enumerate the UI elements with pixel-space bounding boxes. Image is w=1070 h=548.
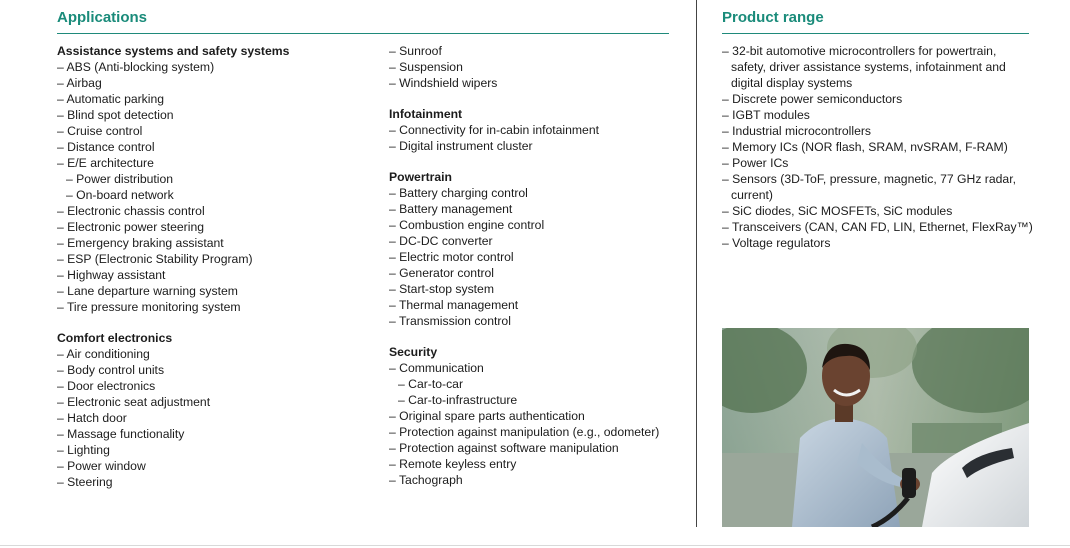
product-range-rule <box>722 33 1029 34</box>
list-item: – ABS (Anti-blocking system) <box>57 60 215 74</box>
product-range-list <box>722 43 1033 251</box>
list-item: – Airbag <box>57 76 102 90</box>
list-item: – Tire pressure monitoring system <box>57 300 241 314</box>
product-item: – Industrial microcontrollers <box>722 124 872 138</box>
sub-list-item: – Car-to-car <box>398 377 464 391</box>
list-item: – Start-stop system <box>389 282 494 296</box>
list-item: – Digital instrument cluster <box>389 139 533 153</box>
list-item: – Windshield wipers <box>389 76 498 90</box>
group-spacer <box>389 154 689 169</box>
item-list <box>389 122 689 154</box>
list-item: – Distance control <box>57 140 155 154</box>
list-item: – Steering <box>57 475 113 489</box>
group-title: Assistance systems and safety systems <box>57 44 290 58</box>
list-item: – Highway assistant <box>57 268 166 282</box>
list-item: – Electronic power steering <box>57 220 204 234</box>
group-spacer <box>57 315 377 330</box>
list-item: – Body control units <box>57 363 165 377</box>
applications-column-1 <box>57 43 377 490</box>
list-item: – Remote keyless entry <box>389 457 517 471</box>
list-item: – Massage functionality <box>57 427 185 441</box>
product-item: – Power ICs <box>722 156 789 170</box>
list-item: – Protection against software manipulation <box>389 441 619 455</box>
list-item: – Combustion engine control <box>389 218 545 232</box>
list-item: – ESP (Electronic Stability Program) <box>57 252 253 266</box>
list-item: – Sunroof <box>389 44 442 58</box>
group-spacer <box>389 329 689 344</box>
list-item: – Emergency braking assistant <box>57 236 224 250</box>
list-item: – Cruise control <box>57 124 143 138</box>
group-title: Infotainment <box>389 107 463 121</box>
list-item: – Electric motor control <box>389 250 514 264</box>
list-item: – Thermal management <box>389 298 519 312</box>
list-item: – Suspension <box>389 60 463 74</box>
list-item: – Protection against manipulation (e.g., odometer) <box>389 425 660 439</box>
product-item: – Transceivers (CAN, CAN FD, LIN, Ethernet, FlexRay™) <box>722 220 1033 234</box>
man-charging-electric-car-photo <box>722 328 1029 527</box>
group-title: Comfort electronics <box>57 331 173 345</box>
sub-list-item: – On-board network <box>66 188 174 202</box>
product-list <box>722 43 1033 251</box>
item-list <box>57 59 377 315</box>
item-list <box>57 346 377 490</box>
column-divider <box>696 0 697 527</box>
page-bottom-rule <box>0 545 1070 546</box>
product-item: – Memory ICs (NOR flash, SRAM, nvSRAM, F-RAM) <box>722 140 1008 154</box>
item-list <box>389 360 689 488</box>
list-item: – Lane departure warning system <box>57 284 238 298</box>
sub-list-item: – Power distribution <box>66 172 174 186</box>
product-item: – IGBT modules <box>722 108 810 122</box>
list-item: – E/E architecture <box>57 156 154 170</box>
list-item: – Battery charging control <box>389 186 528 200</box>
list-item: – Hatch door <box>57 411 127 425</box>
list-item: – Connectivity for in-cabin infotainment <box>389 123 600 137</box>
list-item: – Generator control <box>389 266 495 280</box>
applications-column-2 <box>389 43 689 488</box>
item-list <box>389 185 689 329</box>
product-item: – Voltage regulators <box>722 236 831 250</box>
list-item: – Blind spot detection <box>57 108 174 122</box>
product-range-heading: Product range <box>722 9 824 26</box>
product-item: – 32-bit automotive microcontrollers for powertrain, safety, driver assistance systems, infotainment and digital display systems <box>722 44 1006 90</box>
applications-rule <box>57 33 669 34</box>
list-item: – Power window <box>57 459 146 473</box>
list-item: – Tachograph <box>389 473 463 487</box>
list-item: – Lighting <box>57 443 110 457</box>
list-item: – Door electronics <box>57 379 156 393</box>
list-item: – Original spare parts authentication <box>389 409 585 423</box>
list-item: – Electronic seat adjustment <box>57 395 211 409</box>
applications-heading: Applications <box>57 9 148 26</box>
product-item: – Sensors (3D-ToF, pressure, magnetic, 77 GHz radar, current) <box>722 172 1016 202</box>
product-item: – SiC diodes, SiC MOSFETs, SiC modules <box>722 204 953 218</box>
product-item: – Discrete power semiconductors <box>722 92 903 106</box>
list-item: – Air conditioning <box>57 347 150 361</box>
sub-list-item: – Car-to-infrastructure <box>398 393 518 407</box>
group-spacer <box>389 91 689 106</box>
list-item: – Transmission control <box>389 314 511 328</box>
list-item: – Electronic chassis control <box>57 204 205 218</box>
list-item: – Battery management <box>389 202 513 216</box>
group-title: Security <box>389 345 438 359</box>
item-list <box>389 43 689 91</box>
list-item: – DC-DC converter <box>389 234 493 248</box>
list-item: – Communication <box>389 361 484 375</box>
group-title: Powertrain <box>389 170 452 184</box>
list-item: – Automatic parking <box>57 92 165 106</box>
